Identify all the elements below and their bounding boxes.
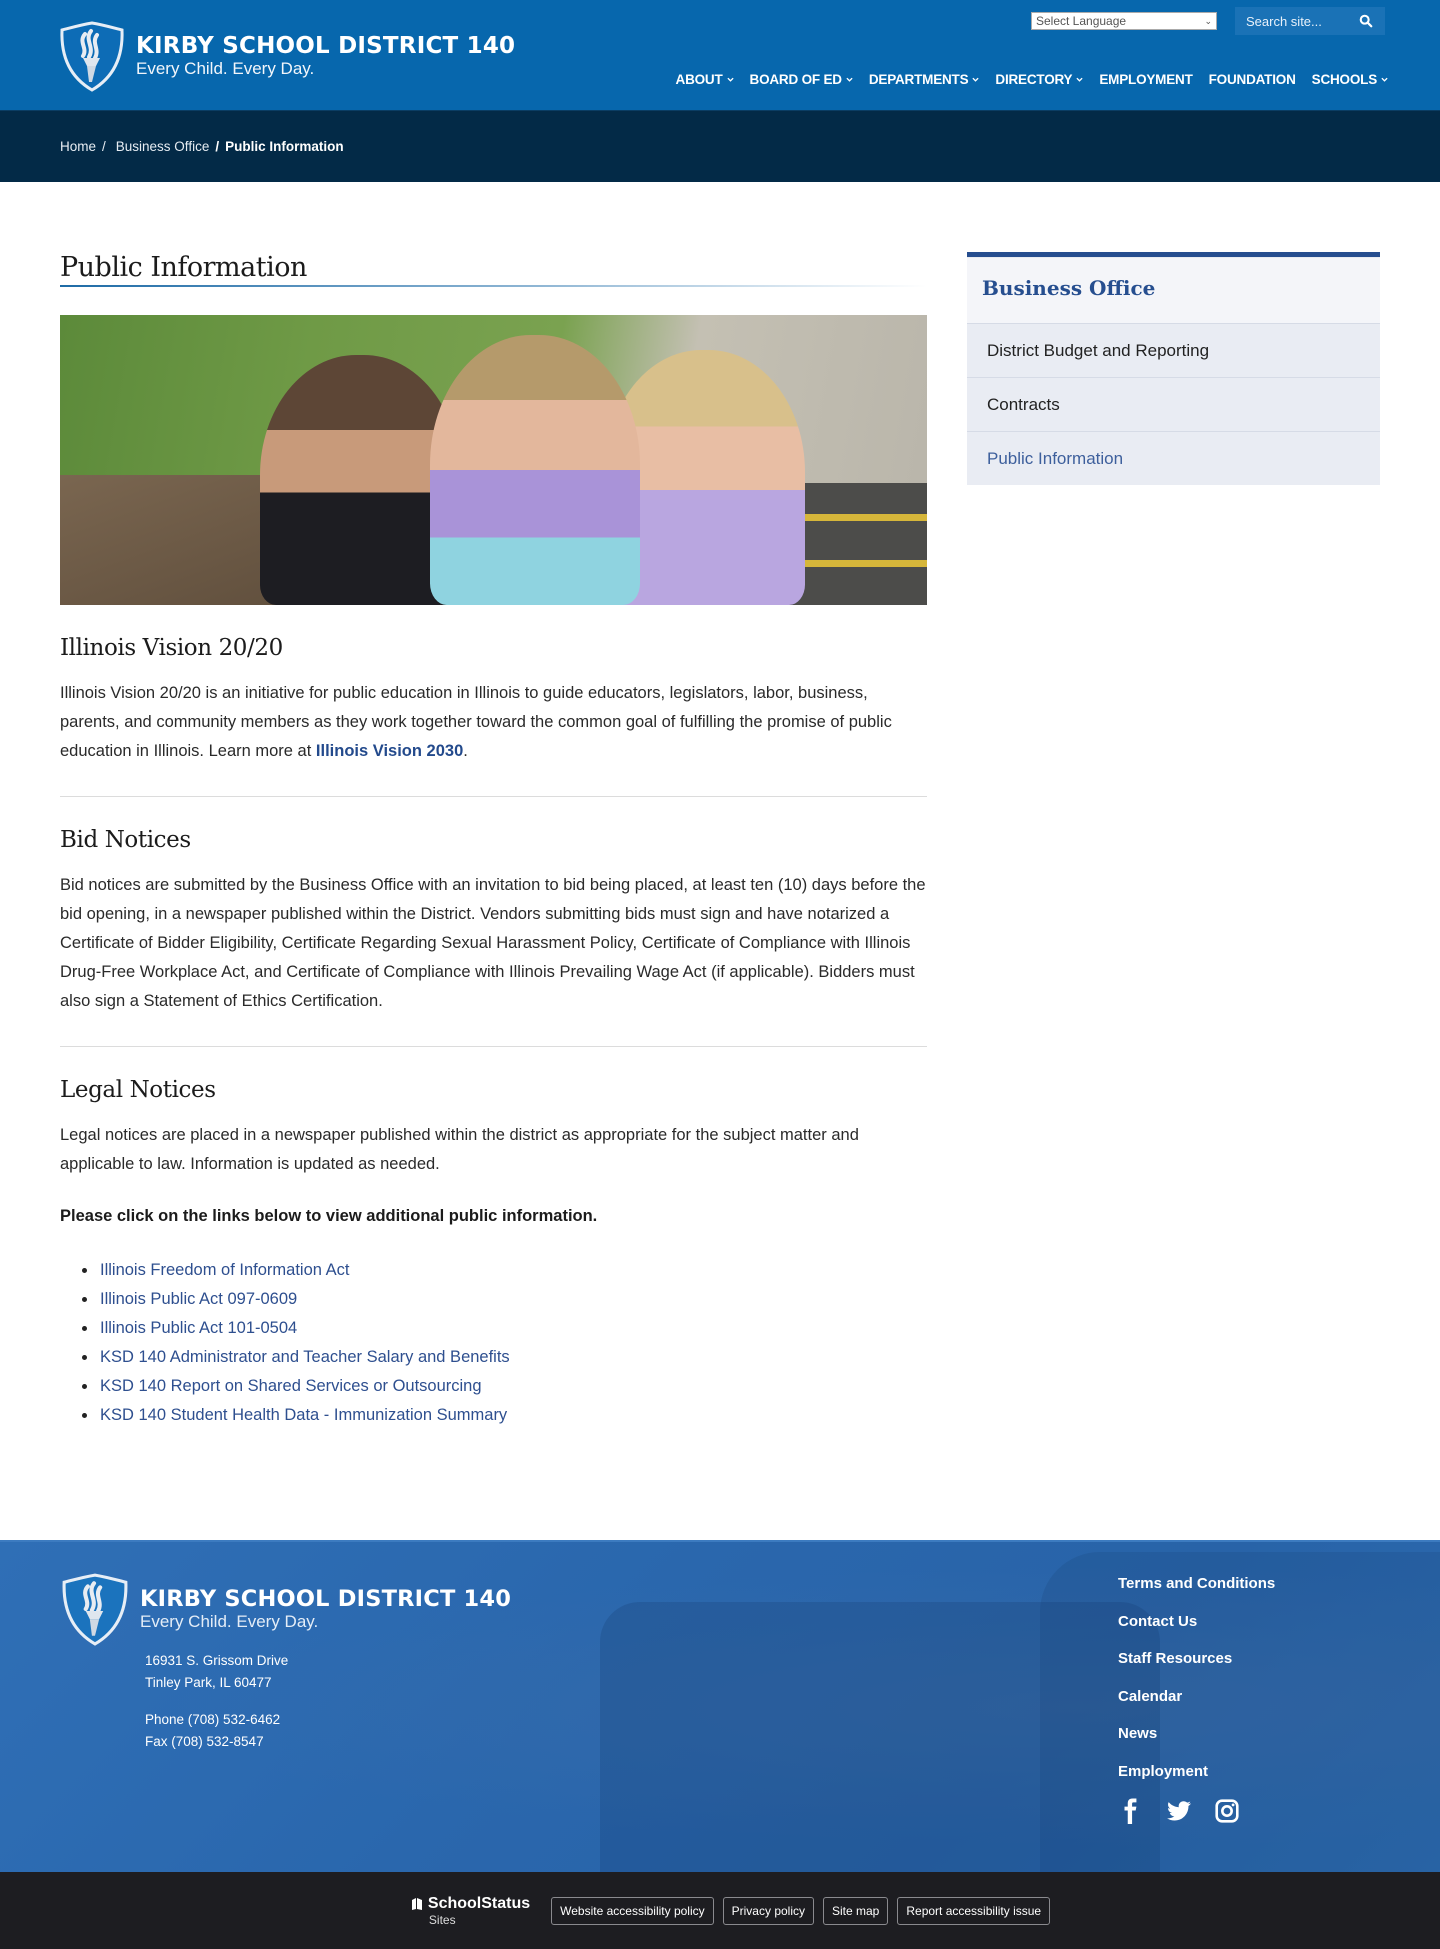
platform-bar bbox=[0, 1872, 1440, 1949]
nav-label: DIRECTORY bbox=[995, 72, 1073, 87]
site-map-button[interactable]: Site map bbox=[823, 1897, 888, 1925]
footer-link-terms[interactable]: Terms and Conditions bbox=[1118, 1575, 1276, 1592]
list-item bbox=[82, 1314, 927, 1343]
salary-benefits-link[interactable]: KSD 140 Administrator and Teacher Salary and Benefits bbox=[100, 1348, 510, 1366]
sidebar-item-contracts[interactable]: Contracts bbox=[967, 377, 1380, 431]
footer-link-calendar[interactable]: Calendar bbox=[1118, 1687, 1183, 1705]
section-heading: Bid Notices bbox=[60, 827, 191, 853]
hero-photo-students bbox=[60, 315, 927, 605]
footer-link-contact[interactable]: Contact Us bbox=[1118, 1612, 1198, 1630]
twitter-icon[interactable] bbox=[1166, 1798, 1192, 1824]
list-item bbox=[82, 1372, 927, 1401]
site-footer bbox=[0, 1540, 1440, 1872]
district-logo[interactable] bbox=[58, 20, 515, 92]
district-name: KIRBY SCHOOL DISTRICT 140 bbox=[136, 33, 516, 59]
list-item bbox=[82, 1401, 927, 1430]
footer-links bbox=[1118, 1574, 1275, 1799]
chevron-down-icon bbox=[1381, 77, 1388, 82]
main-content bbox=[60, 252, 927, 1430]
nav-label: EMPLOYMENT bbox=[1099, 72, 1193, 87]
footer-district-name: KIRBY SCHOOL DISTRICT 140 bbox=[140, 1586, 512, 1612]
language-select-value: Select Language bbox=[1036, 14, 1127, 28]
breadcrumb-business-office[interactable]: Business Office bbox=[115, 139, 210, 154]
nav-label: DEPARTMENTS bbox=[868, 72, 969, 87]
social-links bbox=[1118, 1798, 1240, 1824]
nav-directory[interactable] bbox=[987, 72, 1091, 87]
nav-foundation[interactable] bbox=[1201, 72, 1304, 87]
chevron-down-icon bbox=[1076, 77, 1083, 82]
shared-services-link[interactable]: KSD 140 Report on Shared Services or Outsourcing bbox=[100, 1377, 482, 1395]
main-nav bbox=[668, 72, 1396, 87]
section-heading: Illinois Vision 20/20 bbox=[60, 635, 283, 661]
illinois-vision-2030-link[interactable]: Illinois Vision 2030 bbox=[315, 742, 464, 760]
sidebar-item-district-budget[interactable]: District Budget and Reporting bbox=[967, 323, 1380, 377]
list-item bbox=[82, 1343, 927, 1372]
breadcrumb-separator: / bbox=[102, 139, 106, 154]
chevron-down-icon bbox=[972, 77, 979, 82]
book-icon bbox=[410, 1897, 424, 1911]
footer-logo[interactable] bbox=[60, 1572, 511, 1646]
section-bid-notices bbox=[60, 827, 927, 1047]
privacy-policy-button[interactable]: Privacy policy bbox=[723, 1897, 814, 1925]
footer-tagline: Every Child. Every Day. bbox=[140, 1612, 319, 1631]
section-text: Bid notices are submitted by the Business Office with an invitation to bid being placed, at least ten (10) days before the bid opening, in a newspaper published within the District. Vendors submitting bids must sign and have notarized a Certificate of Bidder Eligibility, Certificate Regarding Sexual Harassment Policy, Certificate of Compliance with Illinois Drug-Free Workplace Act, and Certificate of Compliance with Illinois Prevailing Wage Act (if applicable). Bidders must also sign a Statement of Ethics Certification. bbox=[60, 876, 926, 1010]
nav-departments[interactable] bbox=[861, 72, 988, 87]
divider bbox=[60, 1046, 927, 1047]
photo-student bbox=[430, 335, 640, 605]
nav-label: BOARD OF ED bbox=[749, 72, 842, 87]
section-text bbox=[60, 679, 927, 766]
nav-employment[interactable] bbox=[1091, 72, 1200, 87]
section-legal-notices bbox=[60, 1077, 927, 1430]
list-item bbox=[82, 1256, 927, 1285]
report-accessibility-issue-button[interactable]: Report accessibility issue bbox=[897, 1897, 1050, 1925]
phone-number: Phone (708) 532-6462 bbox=[145, 1712, 281, 1727]
public-act-097-0609-link[interactable]: Illinois Public Act 097-0609 bbox=[100, 1290, 298, 1308]
foia-link[interactable]: Illinois Freedom of Information Act bbox=[100, 1261, 350, 1279]
sidebar-item-public-information[interactable]: Public Information bbox=[967, 431, 1380, 485]
section-text: Legal notices are placed in a newspaper published within the district as appropriate for the subject matter and applicable to law. Information is updated as needed. bbox=[60, 1126, 859, 1173]
search-placeholder: Search site... bbox=[1246, 13, 1322, 29]
breadcrumb bbox=[0, 110, 1440, 182]
breadcrumb-home[interactable]: Home bbox=[60, 139, 97, 154]
nav-label: FOUNDATION bbox=[1208, 72, 1296, 87]
torch-shield-icon bbox=[58, 20, 126, 92]
public-act-101-0504-link[interactable]: Illinois Public Act 101-0504 bbox=[100, 1319, 298, 1337]
section-illinois-vision bbox=[60, 635, 927, 797]
chevron-down-icon bbox=[846, 77, 853, 82]
sidebar-nav bbox=[967, 252, 1380, 485]
immunization-summary-link[interactable]: KSD 140 Student Health Data - Immunization Summary bbox=[100, 1406, 508, 1424]
punctuation: . bbox=[463, 742, 468, 760]
nav-label: SCHOOLS bbox=[1311, 72, 1377, 87]
footer-contact-info bbox=[145, 1650, 288, 1753]
schoolstatus-logo[interactable] bbox=[410, 1895, 530, 1927]
divider bbox=[60, 796, 927, 797]
fax-number: Fax (708) 532-8547 bbox=[145, 1734, 264, 1749]
sidebar-title: Business Office bbox=[967, 257, 1380, 323]
nav-board-of-ed[interactable] bbox=[742, 72, 861, 87]
address-line-2: Tinley Park, IL 60477 bbox=[145, 1675, 272, 1690]
search-icon[interactable] bbox=[1359, 14, 1373, 28]
links-intro: Please click on the links below to view additional public information. bbox=[60, 1207, 598, 1225]
language-select[interactable] bbox=[1031, 12, 1217, 30]
public-info-links bbox=[60, 1256, 927, 1430]
footer-link-news[interactable]: News bbox=[1118, 1725, 1158, 1742]
facebook-icon[interactable] bbox=[1118, 1798, 1144, 1824]
brand-sub: Sites bbox=[428, 1912, 456, 1927]
instagram-icon[interactable] bbox=[1214, 1798, 1240, 1824]
search-input[interactable] bbox=[1235, 7, 1385, 35]
nav-label: ABOUT bbox=[675, 72, 723, 87]
page-title: Public Information bbox=[60, 252, 307, 283]
brand-name: SchoolStatus bbox=[427, 1894, 531, 1912]
nav-about[interactable] bbox=[668, 72, 742, 87]
footer-link-employment[interactable]: Employment bbox=[1118, 1762, 1209, 1780]
address-line-1: 16931 S. Grissom Drive bbox=[145, 1653, 289, 1668]
section-heading: Legal Notices bbox=[60, 1077, 216, 1103]
footer-link-staff-resources[interactable]: Staff Resources bbox=[1118, 1650, 1233, 1667]
site-header bbox=[0, 0, 1440, 110]
chevron-down-icon: ⌄ bbox=[1204, 15, 1212, 26]
breadcrumb-current: Public Information bbox=[225, 139, 344, 154]
breadcrumb-separator: / bbox=[215, 139, 220, 154]
page-body bbox=[0, 182, 1440, 1540]
district-tagline: Every Child. Every Day. bbox=[136, 59, 315, 78]
accessibility-policy-button[interactable]: Website accessibility policy bbox=[551, 1897, 714, 1925]
title-underline bbox=[60, 285, 927, 287]
torch-shield-icon bbox=[60, 1572, 130, 1646]
section-text-body: Illinois Vision 20/20 is an initiative for public education in Illinois to guide educators, legislators, labor, business, parents, and community members as they work together toward the common goal of fulfilling the promise of public education in Illinois. Learn more at bbox=[60, 684, 892, 760]
list-item bbox=[82, 1285, 927, 1314]
nav-schools[interactable] bbox=[1304, 72, 1396, 87]
chevron-down-icon bbox=[727, 77, 734, 82]
